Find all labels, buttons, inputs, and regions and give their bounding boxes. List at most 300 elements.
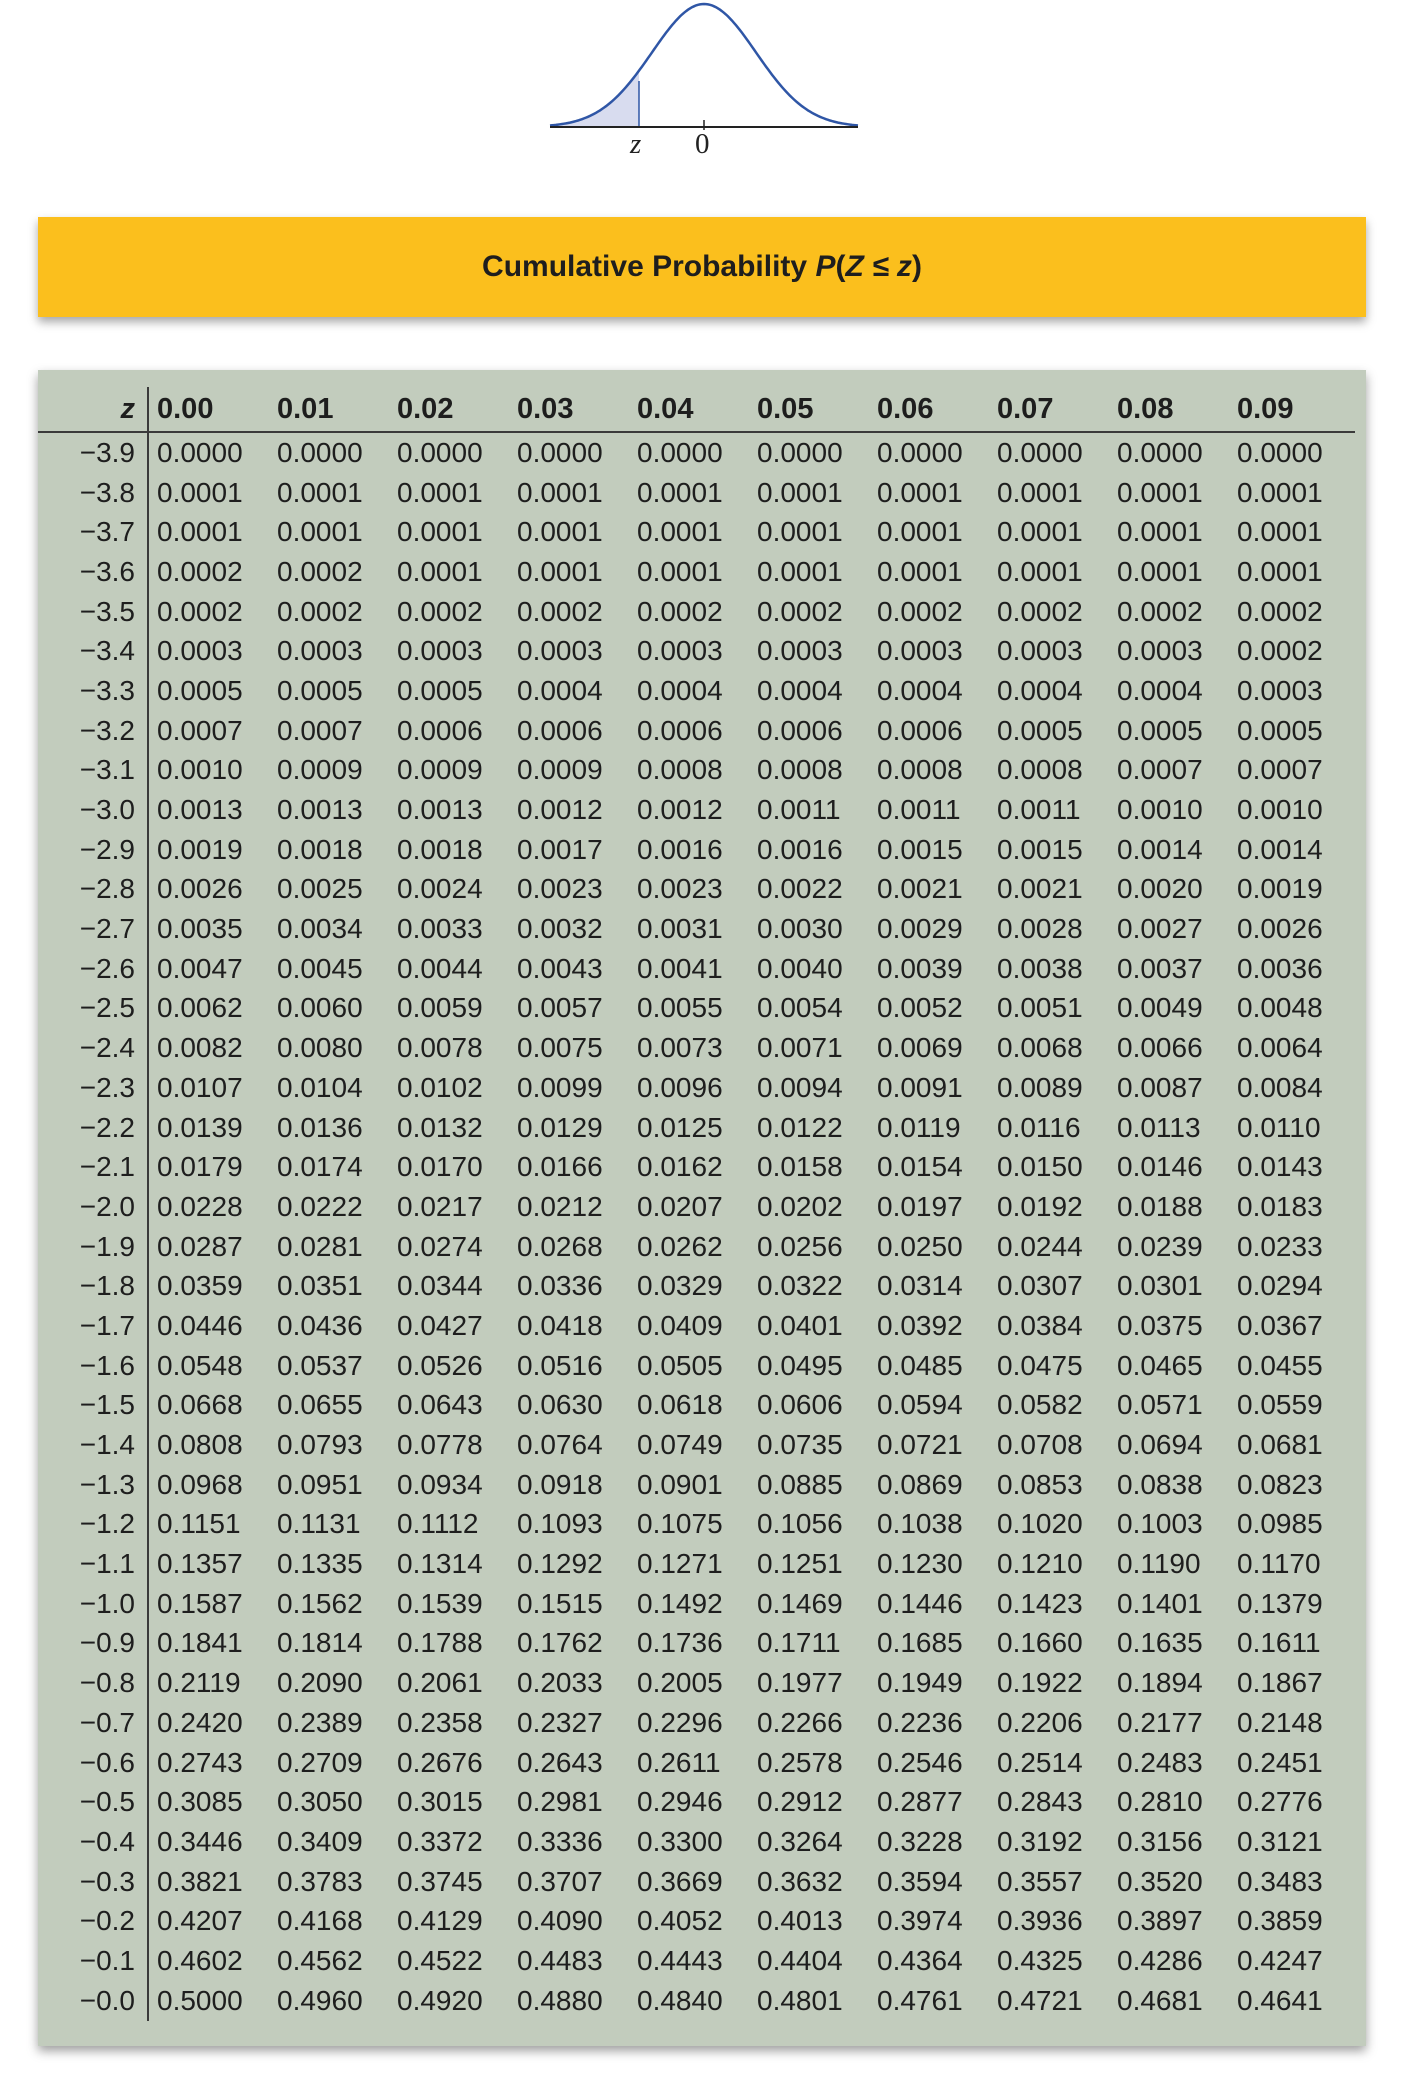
probability-cell: 0.3015: [397, 1786, 483, 1818]
probability-cell: 0.0071: [757, 1032, 843, 1064]
probability-cell: 0.0082: [157, 1032, 243, 1064]
probability-cell: 0.3707: [517, 1865, 603, 1897]
probability-cell: 0.0014: [1237, 833, 1323, 865]
probability-cell: 0.0029: [877, 913, 963, 945]
table-row: [38, 1266, 1355, 1306]
probability-cell: 0.2358: [397, 1706, 483, 1738]
z-value-cell: −3.1: [38, 751, 148, 791]
z-value-cell: −1.0: [38, 1584, 148, 1624]
probability-cell: 0.0136: [277, 1111, 363, 1143]
table-row: [38, 631, 1355, 671]
probability-cell: 0.0281: [277, 1230, 363, 1262]
probability-cell: 0.3897: [1117, 1905, 1203, 1937]
probability-cell: 0.0228: [157, 1190, 243, 1222]
probability-cell: 0.0024: [397, 873, 483, 905]
table-row: [38, 1743, 1355, 1783]
probability-cell: 0.0446: [157, 1309, 243, 1341]
probability-cell: 0.0951: [277, 1468, 363, 1500]
probability-cell: 0.3669: [637, 1865, 723, 1897]
probability-cell: 0.0033: [397, 913, 483, 945]
probability-cell: 0.0001: [277, 516, 363, 548]
probability-cell: 0.0008: [637, 754, 723, 786]
z-value-cell: −0.6: [38, 1743, 148, 1783]
table-row: [38, 432, 1355, 473]
probability-cell: 0.3446: [157, 1825, 243, 1857]
probability-cell: 0.0001: [637, 555, 723, 587]
probability-cell: 0.0028: [997, 913, 1083, 945]
probability-cell: 0.0668: [157, 1389, 243, 1421]
probability-cell: 0.0537: [277, 1349, 363, 1381]
probability-cell: 0.0174: [277, 1151, 363, 1183]
probability-cell: 0.0188: [1117, 1190, 1203, 1222]
probability-cell: 0.0239: [1117, 1230, 1203, 1262]
probability-cell: 0.0004: [757, 674, 843, 706]
table-row: [38, 1505, 1355, 1545]
probability-cell: 0.0110: [1237, 1111, 1321, 1143]
probability-cell: 0.0655: [277, 1389, 363, 1421]
probability-cell: 0.0003: [517, 635, 603, 667]
probability-cell: 0.0005: [997, 714, 1083, 746]
probability-cell: 0.3192: [997, 1825, 1083, 1857]
probability-cell: 0.4247: [1237, 1944, 1323, 1976]
probability-cell: 0.2912: [757, 1786, 843, 1818]
probability-cell: 0.0002: [277, 555, 363, 587]
probability-cell: 0.4404: [757, 1944, 843, 1976]
probability-cell: 0.2327: [517, 1706, 603, 1738]
probability-cell: 0.0436: [277, 1309, 363, 1341]
probability-cell: 0.0035: [157, 913, 243, 945]
probability-cell: 0.0516: [517, 1349, 603, 1381]
probability-cell: 0.0002: [877, 595, 963, 627]
probability-cell: 0.2206: [997, 1706, 1083, 1738]
z-value-cell: −3.0: [38, 790, 148, 830]
column-header: 0.06: [869, 387, 989, 432]
table-row: [38, 909, 1355, 949]
probability-cell: 0.0764: [517, 1429, 603, 1461]
probability-cell: 0.0001: [1237, 555, 1323, 587]
table-row: [38, 1425, 1355, 1465]
probability-cell: 0.0000: [397, 436, 483, 468]
table-row: [38, 1068, 1355, 1108]
probability-cell: 0.0222: [277, 1190, 363, 1222]
probability-cell: 0.0192: [997, 1190, 1083, 1222]
probability-cell: 0.0002: [1237, 635, 1323, 667]
probability-cell: 0.2483: [1117, 1746, 1203, 1778]
probability-cell: 0.0001: [1117, 476, 1203, 508]
probability-cell: 0.1814: [277, 1627, 363, 1659]
probability-cell: 0.2676: [397, 1746, 483, 1778]
probability-cell: 0.3974: [877, 1905, 963, 1937]
probability-cell: 0.0064: [1237, 1032, 1323, 1064]
probability-cell: 0.0001: [637, 516, 723, 548]
probability-cell: 0.0001: [997, 516, 1083, 548]
probability-cell: 0.0003: [877, 635, 963, 667]
probability-cell: 0.0037: [1117, 952, 1203, 984]
probability-cell: 0.0000: [1237, 436, 1323, 468]
probability-cell: 0.2090: [277, 1667, 363, 1699]
probability-cell: 0.0006: [757, 714, 843, 746]
probability-cell: 0.0008: [997, 754, 1083, 786]
z-value-cell: −0.3: [38, 1862, 148, 1902]
probability-cell: 0.0021: [877, 873, 963, 905]
probability-cell: 0.1170: [1237, 1548, 1321, 1580]
probability-cell: 0.0301: [1117, 1270, 1203, 1302]
probability-cell: 0.0934: [397, 1468, 483, 1500]
probability-cell: 0.0001: [157, 476, 243, 508]
probability-cell: 0.0099: [517, 1071, 603, 1103]
probability-cell: 0.0314: [877, 1270, 963, 1302]
probability-cell: 0.0179: [157, 1151, 243, 1183]
probability-cell: 0.0007: [1237, 754, 1323, 786]
table-row: [38, 1624, 1355, 1664]
probability-cell: 0.0015: [877, 833, 963, 865]
z-value-cell: −1.1: [38, 1544, 148, 1584]
probability-cell: 0.0002: [637, 595, 723, 627]
probability-cell: 0.0000: [277, 436, 363, 468]
probability-cell: 0.0068: [997, 1032, 1083, 1064]
probability-cell: 0.2946: [637, 1786, 723, 1818]
probability-cell: 0.0018: [277, 833, 363, 865]
z-axis-label: z: [630, 128, 642, 160]
z-value-cell: −2.5: [38, 989, 148, 1029]
table-row: [38, 1862, 1355, 1902]
probability-cell: 0.0002: [397, 595, 483, 627]
probability-cell: 0.4052: [637, 1905, 723, 1937]
z-value-cell: −0.2: [38, 1901, 148, 1941]
probability-cell: 0.1056: [757, 1508, 843, 1540]
probability-cell: 0.2810: [1117, 1786, 1203, 1818]
table-row: [38, 1703, 1355, 1743]
probability-cell: 0.0002: [157, 555, 243, 587]
probability-cell: 0.4483: [517, 1944, 603, 1976]
probability-cell: 0.0001: [277, 476, 363, 508]
z-value-cell: −3.6: [38, 552, 148, 592]
column-header: 0.00: [148, 387, 269, 432]
z-value-cell: −1.4: [38, 1425, 148, 1465]
probability-cell: 0.0026: [1237, 913, 1323, 945]
probability-cell: 0.0006: [517, 714, 603, 746]
probability-cell: 0.0207: [637, 1190, 723, 1222]
title-paren-open: (: [835, 250, 846, 283]
table-row: [38, 870, 1355, 910]
probability-cell: 0.0014: [1117, 833, 1203, 865]
probability-cell: 0.0004: [637, 674, 723, 706]
probability-cell: 0.0749: [637, 1429, 723, 1461]
z-value-cell: −1.7: [38, 1306, 148, 1346]
probability-cell: 0.0020: [1117, 873, 1203, 905]
z-value-cell: −0.0: [38, 1981, 148, 2021]
probability-cell: 0.0032: [517, 913, 603, 945]
probability-cell: 0.0158: [757, 1151, 843, 1183]
column-header: 0.07: [989, 387, 1109, 432]
probability-cell: 0.0001: [637, 476, 723, 508]
probability-cell: 0.0113: [1117, 1111, 1201, 1143]
probability-cell: 0.0066: [1117, 1032, 1203, 1064]
table-row: [38, 1901, 1355, 1941]
probability-cell: 0.1446: [877, 1587, 963, 1619]
probability-cell: 0.3783: [277, 1865, 363, 1897]
probability-cell: 0.0183: [1237, 1190, 1323, 1222]
probability-cell: 0.2061: [397, 1667, 483, 1699]
probability-cell: 0.1492: [637, 1587, 723, 1619]
probability-cell: 0.1977: [757, 1667, 843, 1699]
probability-cell: 0.0015: [997, 833, 1083, 865]
column-header: 0.02: [389, 387, 509, 432]
probability-cell: 0.4920: [397, 1984, 483, 2016]
probability-cell: 0.1736: [637, 1627, 723, 1659]
probability-cell: 0.0001: [397, 555, 483, 587]
probability-cell: 0.0122: [757, 1111, 843, 1143]
table-row: [38, 1782, 1355, 1822]
probability-cell: 0.0256: [757, 1230, 843, 1262]
probability-cell: 0.2177: [1117, 1706, 1203, 1738]
z-value-cell: −3.2: [38, 711, 148, 751]
probability-cell: 0.0823: [1237, 1468, 1323, 1500]
probability-cell: 0.0202: [757, 1190, 843, 1222]
probability-cell: 0.0004: [997, 674, 1083, 706]
table-row: [38, 790, 1355, 830]
z-value-cell: −3.4: [38, 631, 148, 671]
probability-cell: 0.1292: [517, 1548, 603, 1580]
probability-cell: 0.0359: [157, 1270, 243, 1302]
probability-cell: 0.0001: [397, 476, 483, 508]
probability-cell: 0.0465: [1117, 1349, 1203, 1381]
probability-cell: 0.0026: [157, 873, 243, 905]
normal-curve-graphic: [540, 0, 860, 130]
probability-cell: 0.0869: [877, 1468, 963, 1500]
probability-cell: 0.1515: [517, 1587, 603, 1619]
probability-cell: 0.1314: [397, 1548, 483, 1580]
probability-cell: 0.0010: [157, 754, 243, 786]
probability-cell: 0.0274: [397, 1230, 483, 1262]
probability-cell: 0.1423: [997, 1587, 1083, 1619]
probability-cell: 0.0016: [757, 833, 843, 865]
probability-cell: 0.0010: [1117, 794, 1203, 826]
probability-cell: 0.4168: [277, 1905, 363, 1937]
probability-cell: 0.0006: [877, 714, 963, 746]
probability-cell: 0.1003: [1117, 1508, 1203, 1540]
probability-cell: 0.0001: [757, 516, 843, 548]
bell-curve-line: [550, 4, 858, 126]
probability-cell: 0.0006: [397, 714, 483, 746]
column-header: 0.05: [749, 387, 869, 432]
probability-cell: 0.0384: [997, 1309, 1083, 1341]
probability-cell: 0.4840: [637, 1984, 723, 2016]
table-row: [38, 592, 1355, 632]
probability-cell: 0.2743: [157, 1746, 243, 1778]
probability-cell: 0.0002: [517, 595, 603, 627]
probability-cell: 0.0582: [997, 1389, 1083, 1421]
probability-cell: 0.0019: [1237, 873, 1323, 905]
probability-cell: 0.0001: [517, 516, 603, 548]
probability-cell: 0.0001: [997, 476, 1083, 508]
probability-cell: 0.0009: [397, 754, 483, 786]
table-row: [38, 1584, 1355, 1624]
z-value-cell: −2.9: [38, 830, 148, 870]
table-row: [38, 989, 1355, 1029]
z-value-cell: −1.5: [38, 1386, 148, 1426]
table-row: [38, 1346, 1355, 1386]
probability-cell: 0.3409: [277, 1825, 363, 1857]
probability-cell: 0.1711: [757, 1627, 841, 1659]
probability-cell: 0.2119: [157, 1667, 241, 1699]
z-table-panel: [38, 370, 1366, 2046]
probability-cell: 0.0102: [397, 1071, 483, 1103]
probability-cell: 0.3264: [757, 1825, 843, 1857]
table-row: [38, 552, 1355, 592]
z-value-cell: −2.2: [38, 1108, 148, 1148]
probability-cell: 0.0003: [277, 635, 363, 667]
probability-cell: 0.0104: [277, 1071, 363, 1103]
table-row: [38, 512, 1355, 552]
probability-cell: 0.0000: [757, 436, 843, 468]
table-row: [38, 1663, 1355, 1703]
probability-cell: 0.0129: [517, 1111, 603, 1143]
probability-cell: 0.0808: [157, 1429, 243, 1461]
probability-cell: 0.0038: [997, 952, 1083, 984]
probability-cell: 0.3821: [157, 1865, 243, 1897]
probability-cell: 0.3520: [1117, 1865, 1203, 1897]
probability-cell: 0.0060: [277, 992, 363, 1024]
probability-cell: 0.2389: [277, 1706, 363, 1738]
probability-cell: 0.0003: [157, 635, 243, 667]
probability-cell: 0.0001: [877, 516, 963, 548]
probability-cell: 0.0125: [637, 1111, 723, 1143]
probability-cell: 0.0001: [877, 555, 963, 587]
probability-cell: 0.0010: [1237, 794, 1323, 826]
table-row: [38, 949, 1355, 989]
probability-cell: 0.1894: [1117, 1667, 1203, 1699]
probability-cell: 0.0294: [1237, 1270, 1323, 1302]
probability-cell: 0.0003: [997, 635, 1083, 667]
z-value-cell: −2.3: [38, 1068, 148, 1108]
probability-cell: 0.4364: [877, 1944, 963, 1976]
probability-cell: 0.1210: [997, 1548, 1083, 1580]
probability-cell: 0.1230: [877, 1548, 963, 1580]
probability-cell: 0.5000: [157, 1984, 243, 2016]
probability-cell: 0.0054: [757, 992, 843, 1024]
table-row: [38, 1108, 1355, 1148]
title-banner: [38, 217, 1366, 317]
probability-cell: 0.0001: [877, 476, 963, 508]
probability-cell: 0.4761: [877, 1984, 963, 2016]
probability-cell: 0.4443: [637, 1944, 723, 1976]
probability-cell: 0.1075: [637, 1508, 723, 1540]
probability-cell: 0.1038: [877, 1508, 963, 1540]
probability-cell: 0.0505: [637, 1349, 723, 1381]
probability-cell: 0.0007: [157, 714, 243, 746]
probability-cell: 0.1841: [157, 1627, 243, 1659]
probability-cell: 0.0023: [637, 873, 723, 905]
probability-cell: 0.0162: [637, 1151, 723, 1183]
probability-cell: 0.0080: [277, 1032, 363, 1064]
probability-cell: 0.2611: [637, 1746, 721, 1778]
probability-cell: 0.0089: [997, 1071, 1083, 1103]
probability-cell: 0.0003: [637, 635, 723, 667]
probability-cell: 0.0013: [397, 794, 483, 826]
probability-cell: 0.0001: [157, 516, 243, 548]
probability-cell: 0.3594: [877, 1865, 963, 1897]
probability-cell: 0.0031: [637, 913, 723, 945]
probability-cell: 0.0778: [397, 1429, 483, 1461]
probability-cell: 0.0055: [637, 992, 723, 1024]
probability-cell: 0.0571: [1117, 1389, 1203, 1421]
probability-cell: 0.0793: [277, 1429, 363, 1461]
probability-cell: 0.1131: [277, 1508, 361, 1540]
table-row: [38, 1028, 1355, 1068]
table-row: [38, 1941, 1355, 1981]
probability-cell: 0.0041: [637, 952, 723, 984]
probability-cell: 0.0034: [277, 913, 363, 945]
probability-cell: 0.4562: [277, 1944, 363, 1976]
z-value-cell: −0.5: [38, 1782, 148, 1822]
probability-cell: 0.0001: [1237, 476, 1323, 508]
probability-cell: 0.0016: [637, 833, 723, 865]
column-header: 0.09: [1229, 387, 1355, 432]
probability-cell: 0.0036: [1237, 952, 1323, 984]
probability-cell: 0.3632: [757, 1865, 843, 1897]
probability-cell: 0.0427: [397, 1309, 483, 1341]
z-value-cell: −1.8: [38, 1266, 148, 1306]
probability-cell: 0.1949: [877, 1667, 963, 1699]
probability-cell: 0.0401: [757, 1309, 843, 1341]
z-value-cell: −2.8: [38, 870, 148, 910]
probability-cell: 0.0087: [1117, 1071, 1203, 1103]
probability-cell: 0.2266: [757, 1706, 843, 1738]
probability-cell: 0.1867: [1237, 1667, 1323, 1699]
table-row: [38, 830, 1355, 870]
probability-cell: 0.0287: [157, 1230, 243, 1262]
probability-cell: 0.0078: [397, 1032, 483, 1064]
probability-cell: 0.1762: [517, 1627, 603, 1659]
z-value-cell: −2.0: [38, 1187, 148, 1227]
probability-cell: 0.0475: [997, 1349, 1083, 1381]
z-value-cell: −3.5: [38, 592, 148, 632]
normal-curve-figure: [540, 0, 860, 170]
probability-cell: 0.2514: [997, 1746, 1083, 1778]
probability-cell: 0.0116: [997, 1111, 1081, 1143]
title-prefix: Cumulative Probability: [482, 250, 816, 283]
probability-cell: 0.0001: [517, 476, 603, 508]
probability-cell: 0.0630: [517, 1389, 603, 1421]
probability-cell: 0.1922: [997, 1667, 1083, 1699]
probability-cell: 0.0418: [517, 1309, 603, 1341]
probability-cell: 0.0146: [1117, 1151, 1203, 1183]
probability-cell: 0.0009: [277, 754, 363, 786]
probability-cell: 0.3228: [877, 1825, 963, 1857]
probability-cell: 0.2148: [1237, 1706, 1323, 1738]
probability-cell: 0.0013: [157, 794, 243, 826]
probability-cell: 0.0023: [517, 873, 603, 905]
probability-cell: 0.0001: [1117, 555, 1203, 587]
probability-cell: 0.0017: [517, 833, 603, 865]
probability-cell: 0.0170: [397, 1151, 483, 1183]
probability-cell: 0.3936: [997, 1905, 1083, 1937]
probability-cell: 0.0057: [517, 992, 603, 1024]
probability-cell: 0.2546: [877, 1746, 963, 1778]
probability-cell: 0.0001: [757, 476, 843, 508]
probability-cell: 0.0606: [757, 1389, 843, 1421]
table-row: [38, 751, 1355, 791]
probability-cell: 0.0681: [1237, 1429, 1323, 1461]
probability-cell: 0.3085: [157, 1786, 243, 1818]
probability-cell: 0.0002: [1237, 595, 1323, 627]
probability-cell: 0.0075: [517, 1032, 603, 1064]
probability-cell: 0.2877: [877, 1786, 963, 1818]
probability-cell: 0.0233: [1237, 1230, 1323, 1262]
probability-cell: 0.4013: [757, 1905, 843, 1937]
column-header: 0.04: [629, 387, 749, 432]
